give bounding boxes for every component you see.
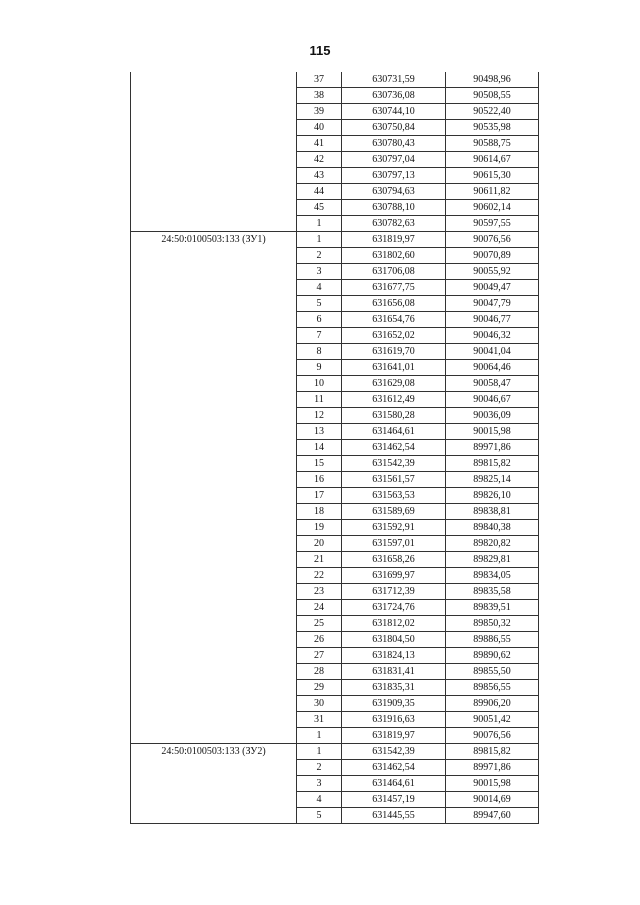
x-coordinate-cell: 631612,49 [342,392,446,408]
y-coordinate-cell: 89971,86 [446,760,539,776]
y-coordinate-cell: 89971,86 [446,440,539,456]
y-coordinate-cell: 90076,56 [446,728,539,744]
y-coordinate-cell: 90076,56 [446,232,539,248]
point-number-cell: 27 [297,648,342,664]
point-number-cell: 5 [297,808,342,824]
x-coordinate-cell: 630744,10 [342,104,446,120]
point-number-cell: 9 [297,360,342,376]
x-coordinate-cell: 631629,08 [342,376,446,392]
y-coordinate-cell: 90597,55 [446,216,539,232]
x-coordinate-cell: 630797,04 [342,152,446,168]
y-coordinate-cell: 89834,05 [446,568,539,584]
point-number-cell: 5 [297,296,342,312]
x-coordinate-cell: 631542,39 [342,456,446,472]
x-coordinate-cell: 631654,76 [342,312,446,328]
point-number-cell: 3 [297,776,342,792]
point-number-cell: 24 [297,600,342,616]
x-coordinate-cell: 631563,53 [342,488,446,504]
page-number: 115 [309,43,331,58]
y-coordinate-cell: 90588,75 [446,136,539,152]
x-coordinate-cell: 631457,19 [342,792,446,808]
point-number-cell: 23 [297,584,342,600]
point-number-cell: 20 [297,536,342,552]
y-coordinate-cell: 90615,30 [446,168,539,184]
y-coordinate-cell: 89947,60 [446,808,539,824]
point-number-cell: 10 [297,376,342,392]
y-coordinate-cell: 90015,98 [446,776,539,792]
y-coordinate-cell: 89815,82 [446,744,539,760]
point-number-cell: 2 [297,760,342,776]
y-coordinate-cell: 89906,20 [446,696,539,712]
point-number-cell: 15 [297,456,342,472]
x-coordinate-cell: 631619,70 [342,344,446,360]
point-number-cell: 19 [297,520,342,536]
point-number-cell: 44 [297,184,342,200]
x-coordinate-cell: 630794,63 [342,184,446,200]
y-coordinate-cell: 89855,50 [446,664,539,680]
parcel-label-cell: 24:50:0100503:133 (ЗУ2) [131,744,297,824]
point-number-cell: 38 [297,88,342,104]
point-number-cell: 42 [297,152,342,168]
point-number-cell: 1 [297,216,342,232]
y-coordinate-cell: 89829,81 [446,552,539,568]
point-number-cell: 31 [297,712,342,728]
y-coordinate-cell: 90014,69 [446,792,539,808]
table-row [131,744,539,760]
point-number-cell: 43 [297,168,342,184]
x-coordinate-cell: 631812,02 [342,616,446,632]
y-coordinate-cell: 89835,58 [446,584,539,600]
y-coordinate-cell: 89886,55 [446,632,539,648]
x-coordinate-cell: 631706,08 [342,264,446,280]
coordinates-table-body [131,72,539,824]
x-coordinate-cell: 631916,63 [342,712,446,728]
point-number-cell: 3 [297,264,342,280]
y-coordinate-cell: 90047,79 [446,296,539,312]
x-coordinate-cell: 631641,01 [342,360,446,376]
point-number-cell: 40 [297,120,342,136]
x-coordinate-cell: 631464,61 [342,424,446,440]
x-coordinate-cell: 631445,55 [342,808,446,824]
y-coordinate-cell: 89840,38 [446,520,539,536]
point-number-cell: 26 [297,632,342,648]
point-number-cell: 30 [297,696,342,712]
y-coordinate-cell: 89826,10 [446,488,539,504]
y-coordinate-cell: 90602,14 [446,200,539,216]
point-number-cell: 39 [297,104,342,120]
point-number-cell: 2 [297,248,342,264]
x-coordinate-cell: 631658,26 [342,552,446,568]
point-number-cell: 16 [297,472,342,488]
point-number-cell: 6 [297,312,342,328]
x-coordinate-cell: 631909,35 [342,696,446,712]
x-coordinate-cell: 631597,01 [342,536,446,552]
point-number-cell: 25 [297,616,342,632]
x-coordinate-cell: 631462,54 [342,440,446,456]
y-coordinate-cell: 90498,96 [446,72,539,88]
y-coordinate-cell: 90058,47 [446,376,539,392]
point-number-cell: 1 [297,728,342,744]
x-coordinate-cell: 631561,57 [342,472,446,488]
point-number-cell: 18 [297,504,342,520]
x-coordinate-cell: 631542,39 [342,744,446,760]
point-number-cell: 29 [297,680,342,696]
y-coordinate-cell: 90508,55 [446,88,539,104]
x-coordinate-cell: 631831,41 [342,664,446,680]
x-coordinate-cell: 631802,60 [342,248,446,264]
y-coordinate-cell: 90015,98 [446,424,539,440]
point-number-cell: 1 [297,744,342,760]
x-coordinate-cell: 631699,97 [342,568,446,584]
point-number-cell: 45 [297,200,342,216]
x-coordinate-cell: 631819,97 [342,232,446,248]
y-coordinate-cell: 90049,47 [446,280,539,296]
x-coordinate-cell: 631589,69 [342,504,446,520]
x-coordinate-cell: 630780,43 [342,136,446,152]
point-number-cell: 21 [297,552,342,568]
x-coordinate-cell: 631580,28 [342,408,446,424]
y-coordinate-cell: 90046,32 [446,328,539,344]
y-coordinate-cell: 90064,46 [446,360,539,376]
y-coordinate-cell: 89890,62 [446,648,539,664]
point-number-cell: 22 [297,568,342,584]
table-row [131,72,539,88]
y-coordinate-cell: 90614,67 [446,152,539,168]
x-coordinate-cell: 631652,02 [342,328,446,344]
point-number-cell: 4 [297,280,342,296]
y-coordinate-cell: 90041,04 [446,344,539,360]
x-coordinate-cell: 631462,54 [342,760,446,776]
y-coordinate-cell: 89815,82 [446,456,539,472]
x-coordinate-cell: 630731,59 [342,72,446,88]
y-coordinate-cell: 89850,32 [446,616,539,632]
x-coordinate-cell: 631592,91 [342,520,446,536]
x-coordinate-cell: 630797,13 [342,168,446,184]
y-coordinate-cell: 90070,89 [446,248,539,264]
x-coordinate-cell: 631724,76 [342,600,446,616]
point-number-cell: 4 [297,792,342,808]
y-coordinate-cell: 90535,98 [446,120,539,136]
point-number-cell: 12 [297,408,342,424]
x-coordinate-cell: 630750,84 [342,120,446,136]
parcel-label-cell [131,72,297,232]
point-number-cell: 14 [297,440,342,456]
y-coordinate-cell: 89839,51 [446,600,539,616]
y-coordinate-cell: 90051,42 [446,712,539,728]
y-coordinate-cell: 89825,14 [446,472,539,488]
x-coordinate-cell: 631835,31 [342,680,446,696]
point-number-cell: 41 [297,136,342,152]
point-number-cell: 37 [297,72,342,88]
point-number-cell: 28 [297,664,342,680]
y-coordinate-cell: 89820,82 [446,536,539,552]
y-coordinate-cell: 90046,67 [446,392,539,408]
x-coordinate-cell: 631819,97 [342,728,446,744]
x-coordinate-cell: 631464,61 [342,776,446,792]
point-number-cell: 11 [297,392,342,408]
y-coordinate-cell: 90046,77 [446,312,539,328]
coordinates-table [130,72,539,824]
y-coordinate-cell: 89838,81 [446,504,539,520]
point-number-cell: 8 [297,344,342,360]
x-coordinate-cell: 631804,50 [342,632,446,648]
parcel-label-cell: 24:50:0100503:133 (ЗУ1) [131,232,297,744]
y-coordinate-cell: 89856,55 [446,680,539,696]
x-coordinate-cell: 630788,10 [342,200,446,216]
x-coordinate-cell: 630782,63 [342,216,446,232]
y-coordinate-cell: 90036,09 [446,408,539,424]
point-number-cell: 7 [297,328,342,344]
x-coordinate-cell: 631677,75 [342,280,446,296]
x-coordinate-cell: 631824,13 [342,648,446,664]
point-number-cell: 1 [297,232,342,248]
point-number-cell: 17 [297,488,342,504]
x-coordinate-cell: 630736,08 [342,88,446,104]
y-coordinate-cell: 90611,82 [446,184,539,200]
point-number-cell: 13 [297,424,342,440]
y-coordinate-cell: 90055,92 [446,264,539,280]
x-coordinate-cell: 631712,39 [342,584,446,600]
x-coordinate-cell: 631656,08 [342,296,446,312]
table-row [131,232,539,248]
y-coordinate-cell: 90522,40 [446,104,539,120]
